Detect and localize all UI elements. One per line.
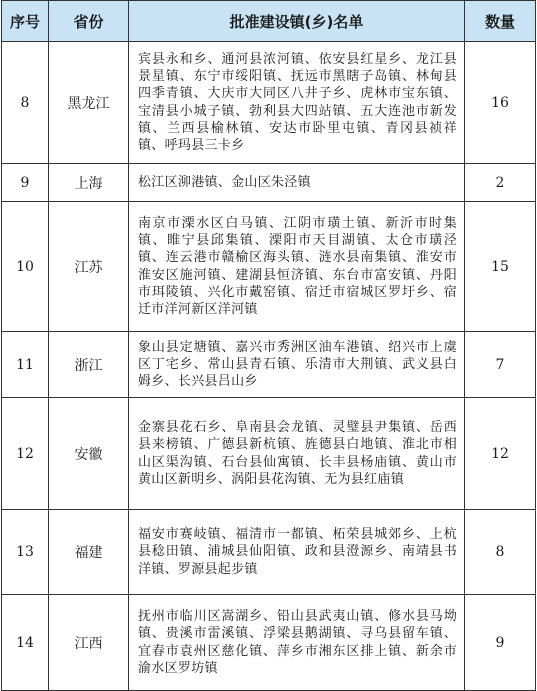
- table-row: [2, 398, 536, 510]
- row-province: 福建: [49, 510, 129, 595]
- row-count: 8: [465, 510, 536, 595]
- row-province: 黑龙江: [49, 42, 129, 164]
- row-count: 2: [465, 164, 536, 202]
- table-row: [2, 42, 536, 164]
- row-province: 江西: [49, 595, 129, 691]
- row-town-list: 松江区泖港镇、金山区朱泾镇: [129, 164, 465, 202]
- row-town-list: 象山县定塘镇、嘉兴市秀洲区油车港镇、绍兴市上虞区丁宅乡、常山县青石镇、乐清市大荆镇、武义县白姆乡、长兴县吕山乡: [129, 332, 465, 398]
- row-index: 8: [2, 42, 49, 164]
- table-row: [2, 332, 536, 398]
- row-index: 12: [2, 398, 49, 510]
- row-province: 浙江: [49, 332, 129, 398]
- table-row: [2, 164, 536, 202]
- header-index: 序号: [2, 1, 49, 42]
- row-index: 9: [2, 164, 49, 202]
- table-header-row: [2, 1, 536, 42]
- row-index: 13: [2, 510, 49, 595]
- header-list: 批准建设镇(乡)名单: [129, 1, 465, 42]
- row-count: 9: [465, 595, 536, 691]
- table-row: [2, 510, 536, 595]
- row-town-list: 福安市赛岐镇、福清市一都镇、柘荣县城郊乡、上杭县稔田镇、浦城县仙阳镇、政和县澄源乡、南靖县书洋镇、罗源县起步镇: [129, 510, 465, 595]
- row-province: 安徽: [49, 398, 129, 510]
- row-count: 12: [465, 398, 536, 510]
- header-count: 数量: [465, 1, 536, 42]
- row-town-list: 抚州市临川区嵩湖乡、铅山县武夷山镇、修水县马坳镇、贵溪市雷溪镇、浮梁县鹅湖镇、寻乌县留车镇、宜春市袁州区慈化镇、萍乡市湘东区排上镇、新余市渝水区罗坊镇: [129, 595, 465, 691]
- row-province: 江苏: [49, 202, 129, 332]
- town-approval-table: [1, 0, 536, 691]
- row-province: 上海: [49, 164, 129, 202]
- row-index: 11: [2, 332, 49, 398]
- row-index: 10: [2, 202, 49, 332]
- row-town-list: 金寨县花石乡、阜南县会龙镇、灵璧县尹集镇、岳西县来榜镇、广德县新杭镇、旌德县白地镇、淮北市相山区渠沟镇、石台县仙寓镇、长丰县杨庙镇、黄山市黄山区新明乡、涡阳县花沟镇、无为县红庙镇: [129, 398, 465, 510]
- row-count: 7: [465, 332, 536, 398]
- row-town-list: 南京市溧水区白马镇、江阴市璜土镇、新沂市时集镇、睢宁县邱集镇、溧阳市天目湖镇、太仓市璜泾镇、连云港市赣榆区海头镇、涟水县南集镇、淮安市淮安区施河镇、建湖县恒济镇、东台市富安镇、丹阳市珥陵镇、兴化市戴窑镇、宿迁市宿城区罗圩乡、宿迁市洋河新区洋河镇: [129, 202, 465, 332]
- header-province: 省份: [49, 1, 129, 42]
- row-index: 14: [2, 595, 49, 691]
- row-town-list: 宾县永和乡、通河县浓河镇、依安县红星乡、龙江县景星镇、东宁市绥阳镇、抚远市黑瞎子岛镇、林甸县四季青镇、大庆市大同区八井子乡、虎林市宝东镇、宝清县小城子镇、勃利县大四站镇、五大连池市新发镇、兰西县榆林镇、安达市卧里屯镇、青冈县祯祥镇、呼玛县三卡乡: [129, 42, 465, 164]
- row-count: 16: [465, 42, 536, 164]
- table-row: [2, 202, 536, 332]
- row-count: 15: [465, 202, 536, 332]
- table-row: [2, 595, 536, 691]
